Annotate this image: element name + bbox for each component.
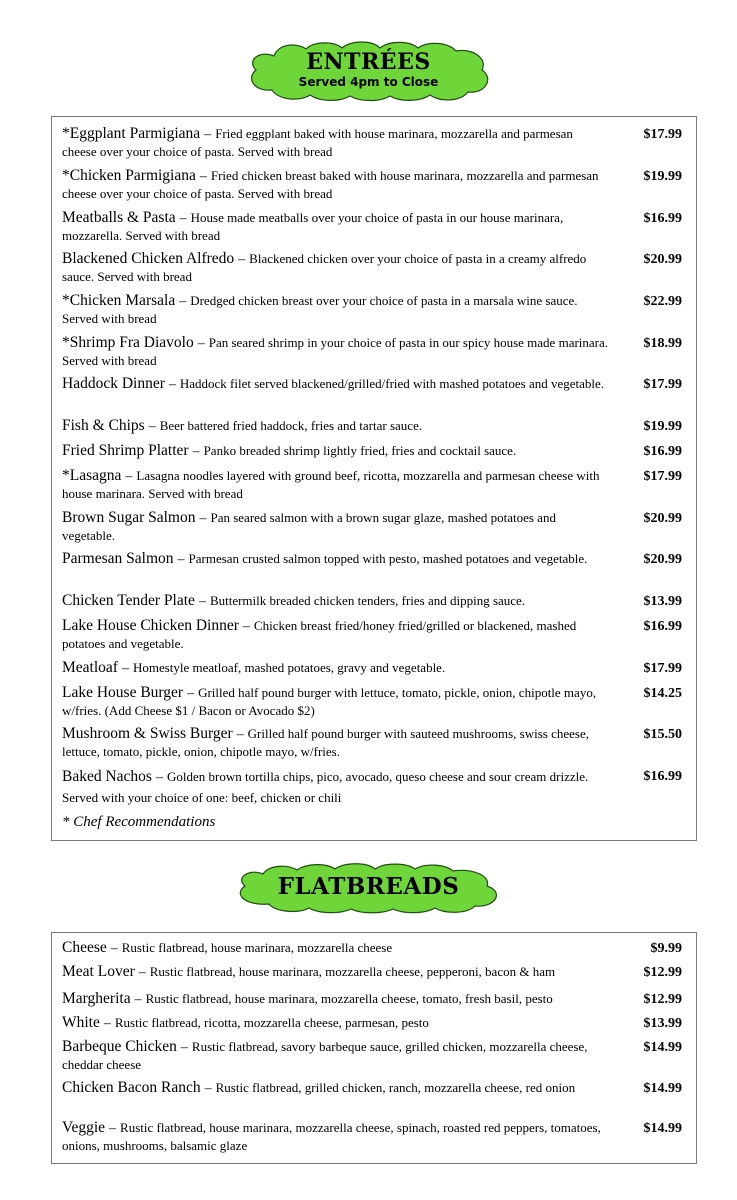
- menu-item: Lake House Chicken Dinner – Chicken breast fried/honey fried/grilled or blackened, mashed potatoes and vegetable. $16.99: [62, 617, 682, 651]
- item-description: House made meatballs over your choice of pasta in our house marinara, mozzarella. Served with bread: [62, 210, 564, 243]
- item-description: Fried chicken breast baked with house marinara, mozzarella and parmesan cheese over your choice of pasta. Served with bread: [62, 168, 599, 201]
- entrees-title: ENTRÉES: [306, 49, 431, 75]
- item-name: Fried Shrimp Platter: [62, 442, 189, 459]
- item-price: $17.99: [643, 127, 682, 142]
- menu-item: Haddock Dinner – Haddock filet served blackened/grilled/fried with mashed potatoes and vegetable. $17.99: [62, 375, 682, 392]
- item-description: Beer battered fried haddock, fries and tartar sauce.: [159, 418, 423, 433]
- menu-item: Margherita – Rustic flatbread, house marinara, mozzarella cheese, tomato, fresh basil, pesto $12.99: [62, 990, 682, 1007]
- item-price: $19.99: [643, 419, 682, 434]
- item-price: $17.99: [643, 377, 682, 392]
- item-description: Parmesan crusted salmon topped with pesto, mashed potatoes and vegetable.: [188, 551, 588, 566]
- item-price: $14.99: [643, 1121, 682, 1136]
- item-name: *Shrimp Fra Diavolo: [62, 334, 194, 351]
- item-description: Grilled half pound burger with lettuce, tomato, pickle, onion, chipotle mayo, w/fries. (Add Cheese $1 / Bacon or Avocado $2): [62, 685, 597, 718]
- entrees-banner: [244, 40, 494, 102]
- item-description: Rustic flatbread, grilled chicken, ranch, mozzarella cheese, red onion: [215, 1080, 576, 1095]
- item-price: $18.99: [643, 336, 682, 351]
- menu-item: Meat Lover – Rustic flatbread, house marinara, mozzarella cheese, pepperoni, bacon & ham $12.99: [62, 963, 682, 980]
- item-price: $16.99: [643, 211, 682, 226]
- item-name: *Lasagna: [62, 467, 122, 484]
- flatbreads-title: FLATBREADS: [277, 873, 460, 900]
- item-description: Rustic flatbread, house marinara, mozzarella cheese, spinach, roasted red peppers, tomatoes, onions, mushrooms, balsamic glaze: [62, 1120, 601, 1153]
- item-price: $13.99: [643, 1016, 682, 1031]
- item-description: Chicken breast fried/honey fried/grilled or blackened, mashed potatoes and vegetable.: [62, 618, 577, 651]
- item-description: Panko breaded shrimp lightly fried, fries and cocktail sauce.: [203, 443, 517, 458]
- item-price: $20.99: [643, 552, 682, 567]
- entrees-subtitle: Served 4pm to Close: [298, 75, 439, 89]
- item-name: *Chicken Parmigiana: [62, 167, 196, 184]
- item-price: $19.99: [643, 169, 682, 184]
- item-name: Chicken Bacon Ranch: [62, 1079, 201, 1096]
- entrees-menu-box: [51, 116, 697, 841]
- item-name: Cheese: [62, 939, 107, 956]
- item-price: $16.99: [643, 619, 682, 634]
- menu-item: Brown Sugar Salmon – Pan seared salmon with a brown sugar glaze, mashed potatoes and vegetable. $20.99: [62, 509, 682, 543]
- item-description: Blackened chicken over your choice of pasta in a creamy alfredo sauce. Served with bread: [62, 251, 587, 284]
- item-description: Grilled half pound burger with sauteed mushrooms, swiss cheese, lettuce, tomato, pickle, onion, chipotle mayo, w/fries.: [62, 726, 589, 759]
- menu-item: Barbeque Chicken – Rustic flatbread, savory barbeque sauce, grilled chicken, mozzarella cheese, cheddar cheese $14.99: [62, 1038, 682, 1072]
- item-description: Dredged chicken breast over your choice of pasta in a marsala wine sauce. Served with bread: [62, 293, 578, 326]
- item-price: $22.99: [643, 294, 682, 309]
- menu-item: *Lasagna – Lasagna noodles layered with ground beef, ricotta, mozzarella and parmesan cheese with house marinara. Served with bread $17.99: [62, 467, 682, 501]
- item-name: Baked Nachos: [62, 768, 152, 785]
- item-name: Haddock Dinner: [62, 375, 165, 392]
- item-name: *Chicken Marsala: [62, 292, 176, 309]
- menu-item: *Eggplant Parmigiana – Fried eggplant baked with house marinara, mozzarella and parmesan cheese over your choice of pasta. Served with bread $17.99: [62, 125, 682, 159]
- item-description: Homestyle meatloaf, mashed potatoes, gravy and vegetable.: [132, 660, 446, 675]
- menu-item: Chicken Tender Plate – Buttermilk breaded chicken tenders, fries and dipping sauce. $13.99: [62, 592, 682, 609]
- item-description: Buttermilk breaded chicken tenders, fries and dipping sauce.: [209, 593, 526, 608]
- item-description: Rustic flatbread, savory barbeque sauce, grilled chicken, mozzarella cheese, cheddar cheese: [62, 1039, 588, 1072]
- menu-item: *Chicken Parmigiana – Fried chicken breast baked with house marinara, mozzarella and parmesan cheese over your choice of pasta. Served with bread $19.99: [62, 167, 682, 201]
- item-price: $17.99: [643, 661, 682, 676]
- item-price: $12.99: [643, 965, 682, 980]
- item-name: *Eggplant Parmigiana: [62, 125, 201, 142]
- menu-item: Fish & Chips – Beer battered fried haddock, fries and tartar sauce. $19.99: [62, 417, 682, 434]
- item-name: Lake House Burger: [62, 684, 184, 701]
- flatbreads-banner: [229, 862, 509, 914]
- item-description: Golden brown tortilla chips, pico, avocado, queso cheese and sour cream drizzle. Served with your choice of one: beef, chicken or chili: [62, 769, 589, 805]
- item-price: $17.99: [643, 469, 682, 484]
- item-price: $14.25: [643, 686, 682, 701]
- item-price: $20.99: [643, 511, 682, 526]
- item-price: $12.99: [643, 992, 682, 1007]
- item-name: Meat Lover: [62, 963, 135, 980]
- flatbreads-menu-box: [51, 932, 697, 1164]
- item-description: Pan seared shrimp in your choice of pasta in our spicy house made marinara. Served with bread: [62, 335, 609, 368]
- item-name: Blackened Chicken Alfredo: [62, 250, 235, 267]
- item-name: Veggie: [62, 1119, 106, 1136]
- menu-item: Parmesan Salmon – Parmesan crusted salmon topped with pesto, mashed potatoes and vegetable. $20.99: [62, 550, 682, 567]
- chef-recommendations-note: * Chef Recommendations: [62, 814, 216, 830]
- menu-item: Veggie – Rustic flatbread, house marinara, mozzarella cheese, spinach, roasted red peppers, tomatoes, onions, mushrooms, balsamic glaze $14.99: [62, 1119, 682, 1153]
- item-name: Barbeque Chicken: [62, 1038, 177, 1055]
- menu-item: Mushroom & Swiss Burger – Grilled half pound burger with sauteed mushrooms, swiss cheese, lettuce, tomato, pickle, onion, chipotle mayo, w/fries. $15.50: [62, 725, 682, 759]
- menu-item: *Shrimp Fra Diavolo – Pan seared shrimp in your choice of pasta in our spicy house made marinara. Served with bread $18.99: [62, 334, 682, 368]
- menu-item: Meatballs & Pasta – House made meatballs over your choice of pasta in our house marinara, mozzarella. Served with bread $16.99: [62, 209, 682, 243]
- item-name: Fish & Chips: [62, 417, 145, 434]
- item-name: Meatloaf: [62, 659, 118, 676]
- item-price: $13.99: [643, 594, 682, 609]
- item-description: Rustic flatbread, house marinara, mozzarella cheese: [121, 940, 393, 955]
- item-price: $14.99: [643, 1081, 682, 1096]
- item-name: Lake House Chicken Dinner: [62, 617, 239, 634]
- item-description: Haddock filet served blackened/grilled/fried with mashed potatoes and vegetable.: [179, 376, 605, 391]
- item-description: Rustic flatbread, ricotta, mozzarella cheese, parmesan, pesto: [114, 1015, 429, 1030]
- item-name: Parmesan Salmon: [62, 550, 174, 567]
- item-description: Pan seared salmon with a brown sugar glaze, mashed potatoes and vegetable.: [62, 510, 556, 543]
- item-description: Rustic flatbread, house marinara, mozzarella cheese, pepperoni, bacon & ham: [149, 964, 556, 979]
- menu-item: Fried Shrimp Platter – Panko breaded shrimp lightly fried, fries and cocktail sauce. $16.99: [62, 442, 682, 459]
- item-description: Rustic flatbread, house marinara, mozzarella cheese, tomato, fresh basil, pesto: [145, 991, 553, 1006]
- item-name: Chicken Tender Plate: [62, 592, 195, 609]
- menu-item: Cheese – Rustic flatbread, house marinara, mozzarella cheese $9.99: [62, 939, 682, 956]
- item-name: Margherita: [62, 990, 131, 1007]
- item-price: $15.50: [643, 727, 682, 742]
- item-price: $14.99: [643, 1040, 682, 1055]
- menu-item: Meatloaf – Homestyle meatloaf, mashed potatoes, gravy and vegetable. $17.99: [62, 659, 682, 676]
- menu-item: *Chicken Marsala – Dredged chicken breast over your choice of pasta in a marsala wine sauce. Served with bread $22.99: [62, 292, 682, 326]
- menu-item: White – Rustic flatbread, ricotta, mozzarella cheese, parmesan, pesto $13.99: [62, 1014, 682, 1031]
- menu-item: Chicken Bacon Ranch – Rustic flatbread, grilled chicken, ranch, mozzarella cheese, red onion $14.99: [62, 1079, 682, 1096]
- item-price: $16.99: [643, 769, 682, 784]
- item-price: $20.99: [643, 252, 682, 267]
- menu-item: Lake House Burger – Grilled half pound burger with lettuce, tomato, pickle, onion, chipotle mayo, w/fries. (Add Cheese $1 / Bacon or Avocado $2) $14.25: [62, 684, 682, 718]
- item-description: Fried eggplant baked with house marinara, mozzarella and parmesan cheese over your choice of pasta. Served with bread: [62, 126, 573, 159]
- menu-item: Blackened Chicken Alfredo – Blackened chicken over your choice of pasta in a creamy alfredo sauce. Served with bread $20.99: [62, 250, 682, 284]
- item-description: Lasagna noodles layered with ground beef, ricotta, mozzarella and parmesan cheese with house marinara. Served with bread: [62, 468, 600, 501]
- menu-item: Baked Nachos – Golden brown tortilla chips, pico, avocado, queso cheese and sour cream drizzle. Served with your choice of one: beef, chicken or chili $16.99: [62, 768, 682, 805]
- item-name: White: [62, 1014, 100, 1031]
- item-name: Brown Sugar Salmon: [62, 509, 196, 526]
- item-price: $9.99: [650, 941, 682, 956]
- item-name: Mushroom & Swiss Burger: [62, 725, 233, 742]
- item-price: $16.99: [643, 444, 682, 459]
- item-name: Meatballs & Pasta: [62, 209, 176, 226]
